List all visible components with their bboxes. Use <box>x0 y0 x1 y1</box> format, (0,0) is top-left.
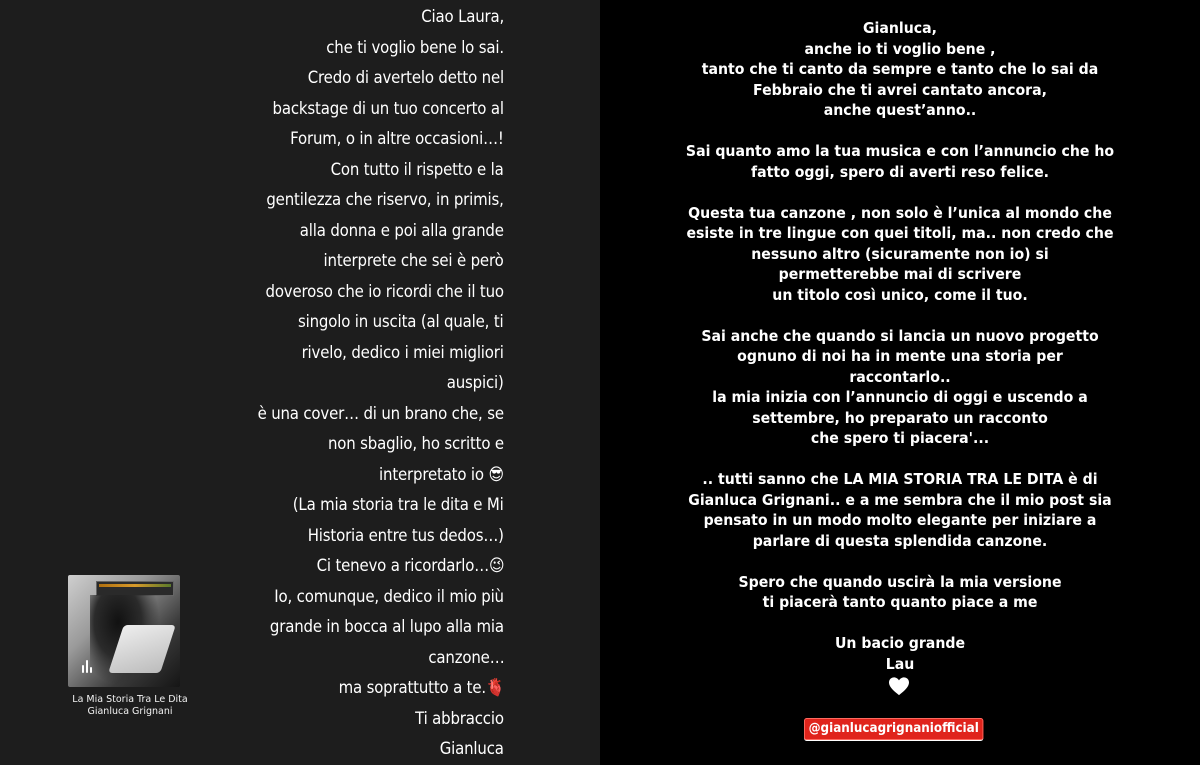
right-story-line: .. tutti sanno che LA MIA STORIA TRA LE DITA è di <box>702 470 1098 488</box>
left-story-line: ma soprattutto a te.🫀 <box>338 678 504 698</box>
album-cover <box>68 575 180 687</box>
left-story-line: Ciao Laura, <box>421 7 504 27</box>
right-story-line: tanto che ti canto da sempre e tanto che lo sai da <box>701 60 1099 78</box>
left-story-line: Con tutto il rispetto e la <box>330 159 504 180</box>
right-story-line: Sai quanto amo la tua musica e con l’annuncio che ho <box>685 142 1115 160</box>
right-story-line: fatto oggi, spero di averti reso felice. <box>751 162 1049 181</box>
left-story-line: è una cover… di un brano che, se <box>257 403 504 424</box>
right-story-line: settembre, ho preparato un racconto <box>752 408 1048 427</box>
left-story-line: canzone… <box>427 647 504 668</box>
right-story-line: nessuno altro (sicuramente non io) si <box>751 244 1049 263</box>
right-story-line: un titolo così unico, come il tuo. <box>772 285 1028 304</box>
audio-bars-icon <box>82 659 96 673</box>
right-story-line: Gianluca, <box>862 19 938 37</box>
mention-tag[interactable]: @gianlucagrignaniofficial <box>804 718 983 741</box>
right-story-line: permetterebbe mai di scrivere <box>778 265 1022 283</box>
left-story-line: (La mia storia tra le dita e Mi <box>293 495 504 515</box>
right-story-line: anche io ti voglio bene , <box>804 39 996 58</box>
left-story-line: rivelo, dedico i miei migliori <box>301 342 504 363</box>
left-story-line: gentilezza che riservo, in primis, <box>266 190 504 210</box>
right-story-line: raccontarlo.. <box>849 367 951 386</box>
music-sticker[interactable] <box>67 575 193 718</box>
right-story-line: ti piacerà tanto quanto piace a me <box>762 593 1038 611</box>
right-story-line: Un bacio grande <box>834 634 966 652</box>
left-story-line: Historia entre tus dedos…) <box>307 525 504 546</box>
left-story-line: Io, comunque, dedico il mio più <box>274 586 504 607</box>
right-story-line: esiste in tre lingue con quei titoli, ma.. non credo che <box>686 224 1114 242</box>
left-story-line: Forum, o in altre occasioni…! <box>290 129 504 149</box>
left-story-line: interpretato io 😎 <box>379 464 504 485</box>
left-story-line: Ti abbraccio <box>415 708 504 729</box>
sticker-artist-name: Gianluca Grignani <box>87 706 173 717</box>
right-story-line: ognuno di noi ha in mente una storia per <box>737 347 1063 365</box>
right-story-line: Gianluca Grignani.. e a me sembra che il mio post sia <box>688 490 1112 509</box>
right-story-line: la mia inizia con l’annuncio di oggi e uscendo a <box>712 388 1088 406</box>
right-story-line: Spero che quando uscirà la mia versione <box>738 572 1062 591</box>
right-story-line: pensato in un modo molto elegante per iniziare a <box>703 511 1097 529</box>
left-story-line: che ti voglio bene lo sai. <box>326 37 504 58</box>
album-cover-title-band <box>96 581 174 596</box>
right-story-panel <box>600 0 1200 765</box>
left-story-line: Credo di avertelo detto nel <box>307 68 504 88</box>
right-story-line: Sai anche che quando si lancia un nuovo progetto <box>701 326 1099 345</box>
left-story-line: doveroso che io ricordi che il tuo <box>265 281 504 302</box>
left-story-line: singolo in uscita (al quale, ti <box>298 312 504 332</box>
left-story-line: non sbaglio, ho scritto e <box>328 434 504 454</box>
sticker-song-title: La Mia Storia Tra Le Dita <box>72 694 188 705</box>
left-story-line: grande in bocca al lupo alla mia <box>270 617 504 637</box>
left-story-line: backstage di un tuo concerto al <box>272 98 504 119</box>
right-story-line: Questa tua canzone , non solo è l’unica al mondo che <box>688 203 1112 222</box>
right-story-line: Lau <box>885 654 915 673</box>
left-story-line: Ci tenevo a ricordarlo…😉 <box>316 556 504 576</box>
left-story-line: interprete che sei è però <box>323 251 504 271</box>
right-story-line: anche quest’anno.. <box>823 101 977 119</box>
left-story-line: alla donna e poi alla grande <box>300 220 504 241</box>
left-story-line: auspici) <box>447 373 504 393</box>
right-story-line: che spero ti piacera'... <box>810 429 990 447</box>
right-story-line: Febbraio che ti avrei cantato ancora, <box>753 80 1047 99</box>
white-heart-icon <box>888 676 910 696</box>
left-story-line: Gianluca <box>439 739 504 759</box>
right-story-line: parlare di questa splendida canzone. <box>752 531 1048 550</box>
